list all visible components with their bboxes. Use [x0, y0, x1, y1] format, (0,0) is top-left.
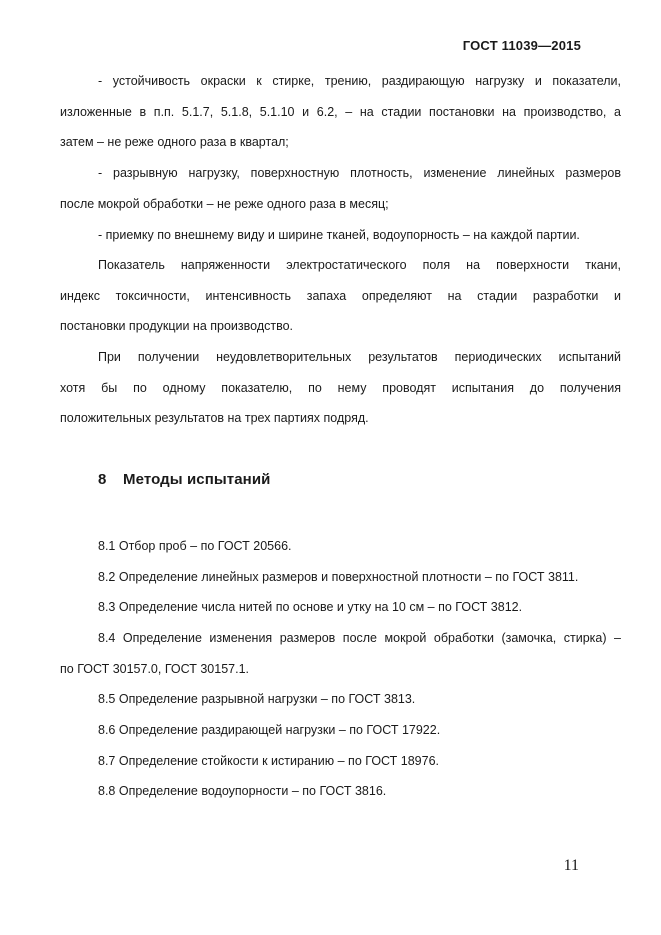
text-line: - приемку по внешнему виду и ширине тканей, водоупорность – на каждой партии.: [98, 228, 580, 242]
text-line: затем – не реже одного раза в квартал;: [60, 135, 289, 149]
text-line: положительных результатов на трех партиях подряд.: [60, 411, 369, 425]
document-code-header: ГОСТ 11039—2015: [462, 38, 581, 53]
method-item: 8.6 Определение раздирающей нагрузки – по ГОСТ 17922.: [98, 723, 441, 737]
method-item: 8.4 Определение изменения размеров после мокрой обработки (замочка, стирка) –: [98, 631, 621, 645]
text-line: изложенные в п.п. 5.1.7, 5.1.8, 5.1.10 и 6.2, – на стадии постановки на производство, а: [60, 105, 621, 119]
page-number: 11: [563, 857, 579, 874]
method-item: 8.3 Определение числа нитей по основе и утку на 10 см – по ГОСТ 3812.: [98, 600, 523, 614]
method-item: 8.5 Определение разрывной нагрузки – по ГОСТ 3813.: [98, 692, 416, 706]
method-item: 8.8 Определение водоупорности – по ГОСТ 3816.: [98, 784, 387, 798]
text-line: - разрывную нагрузку, поверхностную плотность, изменение линейных размеров: [98, 166, 621, 180]
text-line: после мокрой обработки – не реже одного раза в месяц;: [60, 197, 389, 211]
method-item: 8.2 Определение линейных размеров и поверхностной плотности – по ГОСТ 3811.: [98, 570, 579, 584]
text-line: индекс токсичности, интенсивность запаха определяют на стадии разработки и: [60, 289, 621, 303]
text-line: При получении неудовлетворительных результатов периодических испытаний: [98, 350, 621, 364]
text-line: хотя бы по одному показателю, по нему проводят испытания до получения: [60, 381, 621, 395]
method-item: 8.1 Отбор проб – по ГОСТ 20566.: [98, 539, 292, 553]
text-line: Показатель напряженности электростатического поля на поверхности ткани,: [98, 258, 621, 272]
method-item: 8.7 Определение стойкости к истиранию – по ГОСТ 18976.: [98, 754, 439, 768]
method-item-continuation: по ГОСТ 30157.0, ГОСТ 30157.1.: [60, 662, 250, 676]
text-line: - устойчивость окраски к стирке, трению, раздирающую нагрузку и показатели,: [98, 74, 621, 88]
section-title: Методы испытаний: [123, 471, 271, 488]
section-heading: [98, 471, 270, 488]
text-line: постановки продукции на производство.: [60, 319, 294, 333]
section-number: 8: [98, 471, 107, 488]
